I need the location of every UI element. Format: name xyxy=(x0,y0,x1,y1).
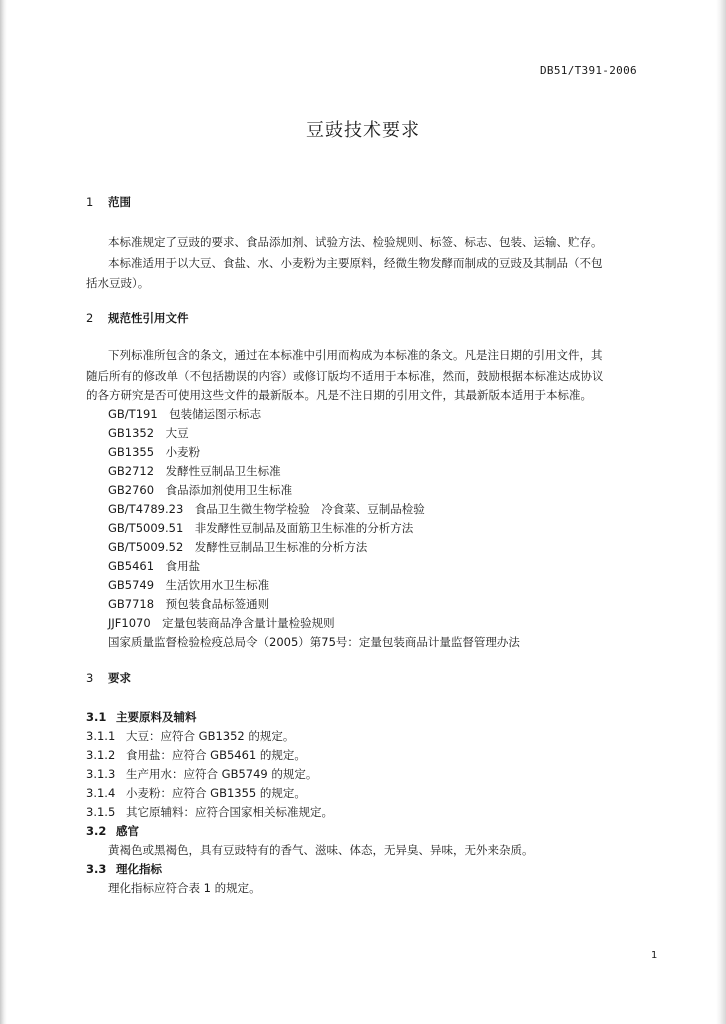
section-1-number: 1 xyxy=(86,195,94,209)
clause-text: 生产用水：应符合 GB5749 的规定。 xyxy=(126,767,318,781)
physicochemical-text: 理化指标应符合表 1 的规定。 xyxy=(108,881,261,895)
clause-number: 3.1.2 xyxy=(86,748,116,762)
subsection-3-1-heading xyxy=(86,709,197,725)
section-3-heading xyxy=(86,670,131,686)
reference-item: 国家质量监督检验检疫总局令（2005）第75号：定量包装商品计量监督管理办法 xyxy=(108,635,520,649)
subsection-number: 3.2 xyxy=(86,824,107,838)
section-2-line: 下列标准所包含的条文，通过在本标准中引用而构成为本标准的条文。凡是注日期的引用文件，其 xyxy=(108,348,603,362)
clause-item xyxy=(86,804,333,820)
section-1-title: 范围 xyxy=(108,195,131,209)
page-number: 1 xyxy=(651,950,658,961)
section-1-heading xyxy=(86,194,131,210)
subsection-3-2-heading xyxy=(86,823,139,839)
reference-item: GB5749 生活饮用水卫生标准 xyxy=(108,578,270,592)
section-2-title: 规范性引用文件 xyxy=(108,311,189,325)
sensory-text: 黄褐色或黑褐色，具有豆豉特有的香气、滋味、体态，无异臭、异味，无外来杂质。 xyxy=(108,843,534,857)
subsection-title: 主要原料及辅料 xyxy=(116,710,197,724)
section-2-number: 2 xyxy=(86,311,94,325)
reference-item: GB/T5009.51 非发酵性豆制品及面筋卫生标准的分析方法 xyxy=(108,521,414,535)
section-1-line: 本标准适用于以大豆、食盐、水、小麦粉为主要原料，经微生物发酵而制成的豆豉及其制品（不包 xyxy=(108,256,603,270)
page-title: 豆豉技术要求 xyxy=(306,120,420,141)
reference-item: GB5461 食用盐 xyxy=(108,559,201,573)
clause-number: 3.1.4 xyxy=(86,786,116,800)
subsection-title: 理化指标 xyxy=(116,862,162,876)
clause-text: 大豆：应符合 GB1352 的规定。 xyxy=(126,729,295,743)
clause-item xyxy=(86,728,294,744)
clause-item xyxy=(86,766,317,782)
section-3-number: 3 xyxy=(86,671,94,685)
section-2-line: 的各方研究是否可使用这些文件的最新版本。凡是不注日期的引用文件，其最新版本适用于本标准。 xyxy=(86,388,592,402)
reference-item: GB1355 小麦粉 xyxy=(108,445,201,459)
clause-number: 3.1.1 xyxy=(86,729,116,743)
section-2-line: 随后所有的修改单（不包括勘误的内容）或修订版均不适用于本标准，然而，鼓励根据本标准达成协议 xyxy=(86,369,604,383)
reference-item: GB2712 发酵性豆制品卫生标准 xyxy=(108,464,281,478)
reference-item: GB2760 食品添加剂使用卫生标准 xyxy=(108,483,293,497)
clause-text: 小麦粉：应符合 GB1355 的规定。 xyxy=(126,786,306,800)
subsection-title: 感官 xyxy=(116,824,139,838)
scan-edge-right xyxy=(716,0,726,1024)
document-number: DB51/T391-2006 xyxy=(540,64,637,77)
scan-edge-left xyxy=(0,0,7,1024)
clause-number: 3.1.3 xyxy=(86,767,116,781)
clause-text: 其它原辅料：应符合国家相关标准规定。 xyxy=(126,805,333,819)
subsection-3-3-heading xyxy=(86,861,162,877)
subsection-number: 3.3 xyxy=(86,862,107,876)
reference-item: GB/T191 包装储运图示标志 xyxy=(108,407,262,421)
section-1-line: 本标准规定了豆豉的要求、食品添加剂、试验方法、检验规则、标签、标志、包装、运输、贮存。 xyxy=(108,235,603,249)
clause-text: 食用盐：应符合 GB5461 的规定。 xyxy=(126,748,306,762)
reference-item: GB7718 预包装食品标签通则 xyxy=(108,597,270,611)
reference-item: GB/T4789.23 食品卫生微生物学检验 冷食菜、豆制品检验 xyxy=(108,502,425,516)
reference-item: GB/T5009.52 发酵性豆制品卫生标准的分析方法 xyxy=(108,540,368,554)
reference-item: GB1352 大豆 xyxy=(108,426,189,440)
section-1-line: 括水豆豉）。 xyxy=(86,276,150,290)
section-2-heading xyxy=(86,310,189,326)
clause-item xyxy=(86,747,306,763)
section-3-title: 要求 xyxy=(108,671,131,685)
clause-item xyxy=(86,785,306,801)
reference-item: JJF1070 定量包装商品净含量计量检验规则 xyxy=(108,616,335,630)
clause-number: 3.1.5 xyxy=(86,805,116,819)
subsection-number: 3.1 xyxy=(86,710,107,724)
